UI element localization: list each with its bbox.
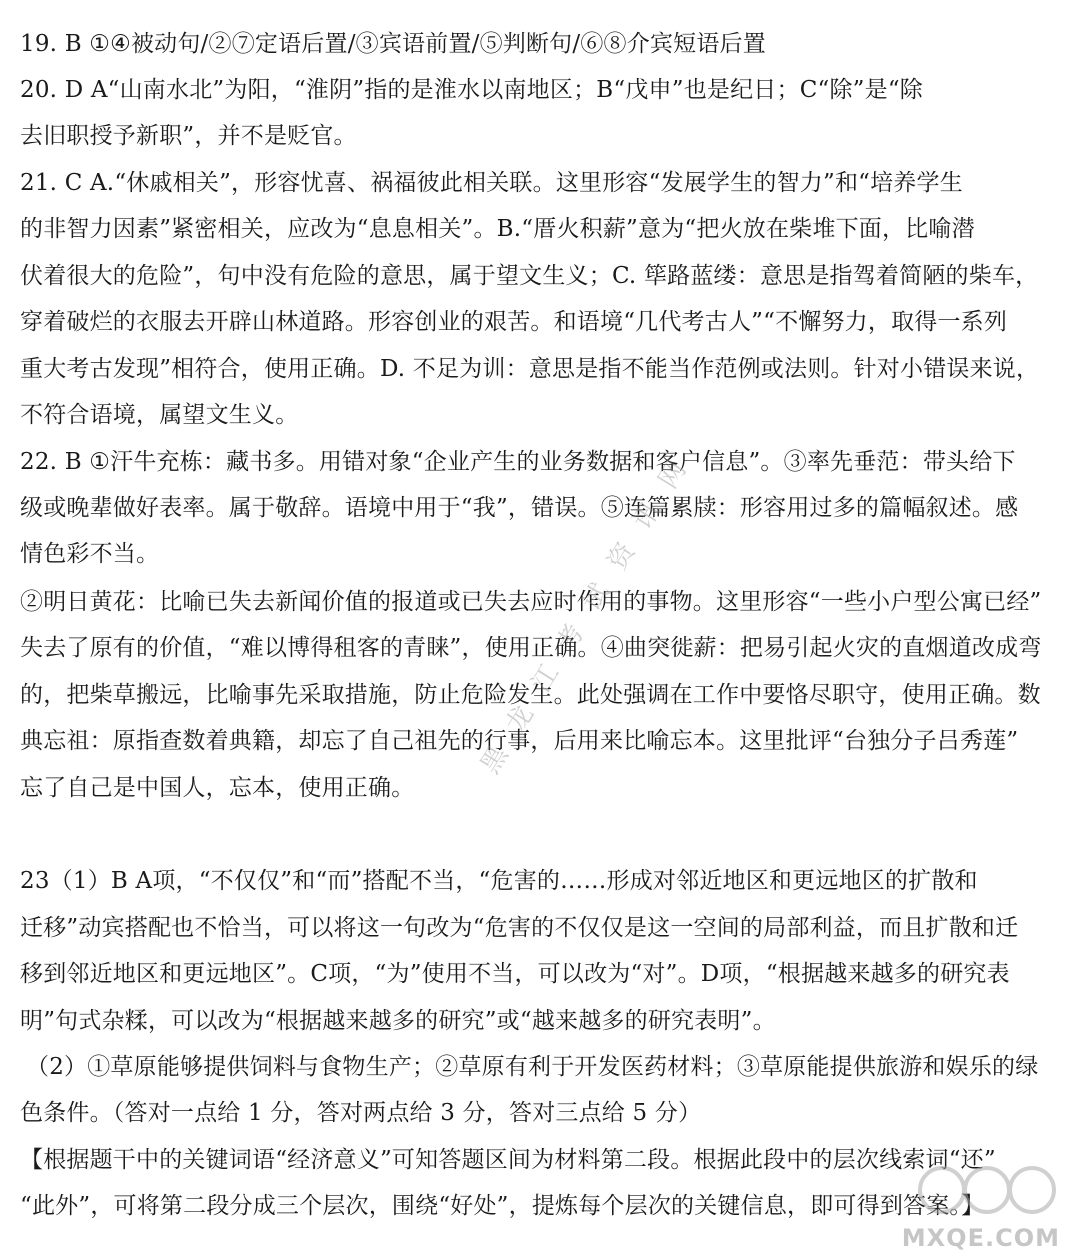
text-line: 去旧职授予新职”，并不是贬官。 (20, 123, 357, 149)
text-line: （2）①草原能够提供饲料与食物生产；②草原有利于开发医药材料；③草原能提供旅游和娱乐的绿 (26, 1054, 1039, 1080)
text-line: 23（1）B A项，“不仅仅”和“而”搭配不当，“危害的……形成对邻近地区和更远地区的扩散和 (20, 868, 978, 894)
text-line: 20. D A“山南水北”为阳，“淮阴”指的是淮水以南地区；B“戊申”也是纪日；C“除”是“除 (20, 77, 923, 103)
text-line: 21. C A.“休戚相关”，形容忧喜、祸福彼此相关联。这里形容“发展学生的智力”和“培养学生 (20, 170, 963, 196)
text-line: 典忘祖：原指查数着典籍，却忘了自己祖先的行事，后用来比喻忘本。这里批评“台独分子吕秀莲” (20, 728, 1019, 754)
text-line: 忘了自己是中国人，忘本，使用正确。 (20, 775, 415, 801)
text-line: ②明日黄花：比喻已失去新闻价值的报道或已失去应时作用的事物。这里形容“一些小户型公寓已经” (20, 589, 1042, 615)
text-line: “此外”，可将第二段分成三个层次，围绕“好处”，提炼每个层次的关键信息，即可得到答案。】 (20, 1193, 985, 1219)
site-logo-text: MXQE.COM (901, 1224, 1060, 1252)
text-line: 重大考古发现”相符合，使用正确。D. 不足为训：意思是指不能当作范例或法则。针对小错误来说， (20, 356, 1040, 382)
text-line: 22. B ①汗牛充栋：藏书多。用错对象“企业产生的业务数据和客户信息”。③率先垂范：带头给下 (20, 449, 1016, 475)
text-line: 明”句式杂糅，可以改为“根据越来越多的研究”或“越来越多的研究表明”。 (20, 1008, 776, 1034)
text-line: 色条件。（答对一点给 1 分，答对两点给 3 分，答对三点给 5 分） (20, 1100, 702, 1126)
text-line: 伏着很大的危险”，句中没有危险的意思，属于望文生义；C. 筚路蓝缕：意思是指驾着简陋的柴车， (20, 263, 1039, 289)
text-line: 的，把柴草搬远，比喻事先采取措施，防止危险发生。此处强调在工作中要恪尽职守，使用正确。数 (20, 682, 1041, 708)
text-line: 穿着破烂的衣服去开辟山林道路。形容创业的艰苦。和语境“几代考古人”“不懈努力，取得一系列 (20, 309, 1008, 335)
watermark: 黑龙江考试资讯网 (475, 437, 705, 780)
text-line: 级或晚辈做好表率。属于敬辞。语境中用于“我”，错误。⑤连篇累牍：形容用过多的篇幅叙述。感 (20, 495, 1019, 521)
text-line: 情色彩不当。 (20, 541, 160, 567)
text-line: 失去了原有的价值，“难以博得租客的青睐”，使用正确。④曲突徙薪：把易引起火灾的直烟道改成弯 (20, 635, 1042, 661)
text-line: 19. B ①④被动句/②⑦定语后置/③宾语前置/⑤判断句/⑥⑧介宾短语后置 (20, 31, 766, 57)
text-line: 移到邻近地区和更远地区”。C项，“为”使用不当，可以改为“对”。D项，“根据越来越多的研究表 (20, 961, 1010, 987)
text-line: 不符合语境，属望文生义。 (20, 402, 299, 428)
text-line: 的非智力因素”紧密相关，应改为“息息相关”。B.“厝火积薪”意为“把火放在柴堆下面，比喻潜 (20, 216, 975, 242)
text-line: 迁移”动宾搭配也不恰当，可以将这一句改为“危害的不仅仅是这一空间的局部利益，而且扩散和迁 (20, 915, 1019, 941)
text-line: 【根据题干中的关键词语“经济意义”可知答题区间为材料第二段。根据此段中的层次线索词“还” (20, 1147, 996, 1173)
